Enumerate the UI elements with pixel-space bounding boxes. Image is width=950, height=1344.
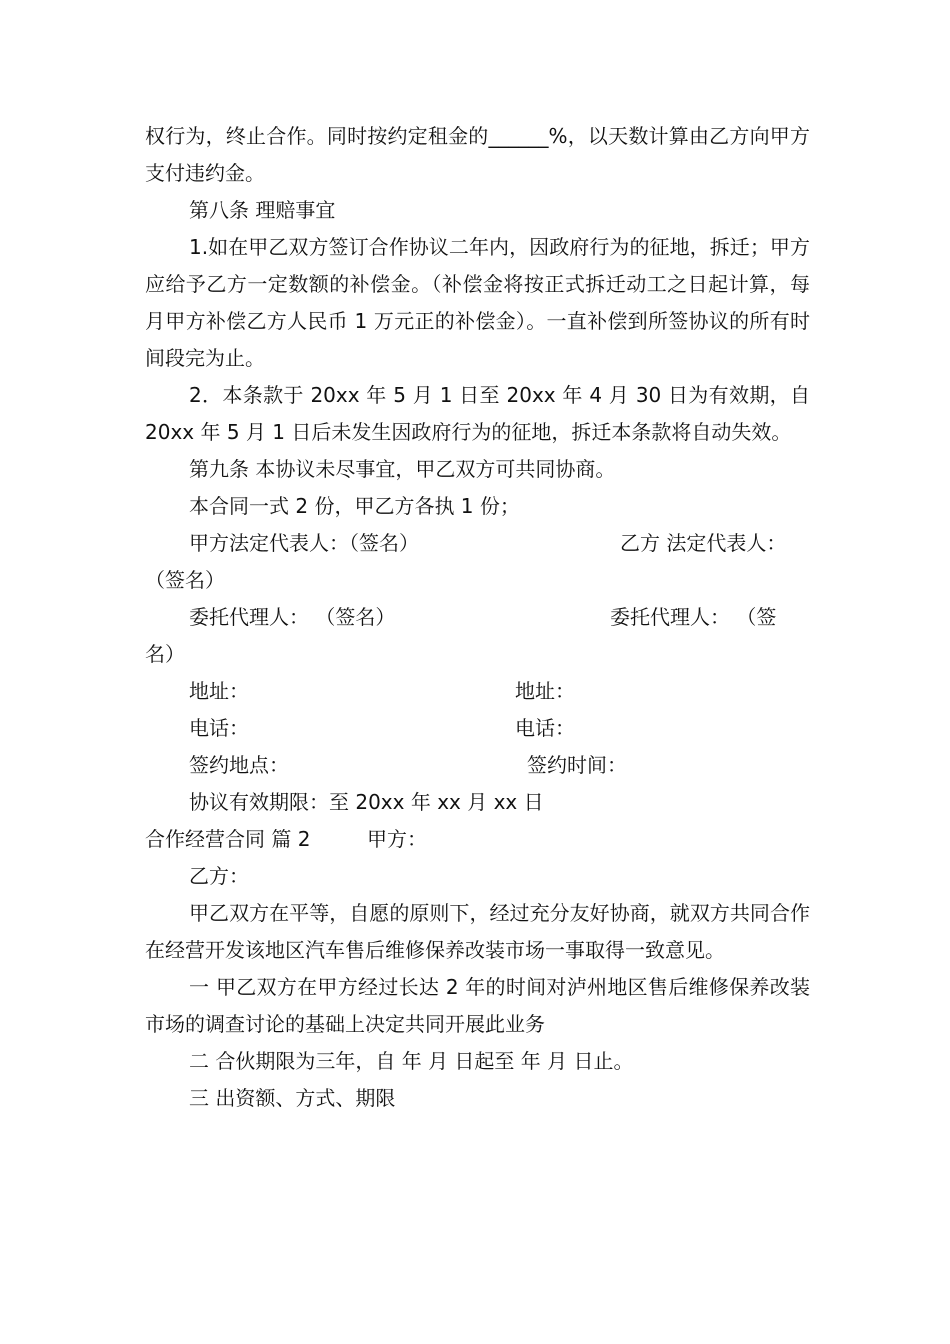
party-a-representative: 甲方法定代表人：（签名） (189, 531, 419, 555)
address-b: 地址： (515, 679, 575, 703)
article-9: 第九条 本协议未尽事宜，甲乙双方可共同协商。 (189, 457, 616, 481)
copies-statement: 本合同一式 2 份，甲乙方各执 1 份； (189, 494, 520, 518)
agent-b-cont: 名） (145, 642, 185, 666)
contract-2-party-b: 乙方： (189, 864, 249, 888)
validity-period: 协议有效期限：至 20xx 年 xx 月 xx 日 (189, 790, 544, 814)
sign-place: 签约地点： (189, 753, 289, 777)
sign-place-time-row (145, 747, 810, 784)
article-8-title: 第八条 理赔事宜 (189, 198, 336, 222)
address-a: 地址： (189, 679, 249, 703)
article-8-clause-1: 1.如在甲乙双方签订合作协议二年内，因政府行为的征地，拆迁；甲方应给予乙方一定数额的补偿金。（补偿金将按正式拆迁动工之日起计算，每月甲方补偿乙方人民币 1 万元正的补偿金）。一直补偿到所签协议的所有时间段完为止。 (145, 235, 810, 370)
contract-2-item-3: 三 出资额、方式、期限 (189, 1086, 396, 1110)
contract-2-party-a: 甲方： (367, 827, 427, 851)
sign-time: 签约时间： (527, 753, 627, 777)
agent-a: 委托代理人： （签名） (189, 605, 396, 629)
agent-b: 委托代理人： （签 (610, 605, 777, 629)
party-b-representative-cont: （签名） (145, 568, 225, 592)
article-8-clause-2: 2．本条款于 20xx 年 5 月 1 日至 20xx 年 4 月 30 日为有效期，自 20xx 年 5 月 1 日后未发生因政府行为的征地，拆迁本条款将自动失效。 (145, 383, 810, 444)
party-b-representative: 乙方 法定代表人： (620, 531, 787, 555)
phone-row (145, 710, 810, 747)
phone-b: 电话： (515, 716, 575, 740)
contract-2-intro: 甲乙双方在平等，自愿的原则下，经过充分友好协商，就双方共同合作在经营开发该地区汽车售后维修保养改装市场一事取得一致意见。 (145, 901, 810, 962)
signature-rep-row (145, 525, 810, 562)
contract-2-heading-row (145, 821, 810, 858)
address-row (145, 673, 810, 710)
signature-agent-row (145, 599, 810, 636)
contract-2-heading: 合作经营合同 篇 2 (145, 827, 311, 851)
contract-2-item-1: 一 甲乙双方在甲方经过长达 2 年的时间对泸州地区售后维修保养改装市场的调查讨论的基础上决定共同开展此业务 (145, 975, 810, 1036)
contract-2-item-2: 二 合伙期限为三年，自 年 月 日起至 年 月 日止。 (189, 1049, 634, 1073)
document-page (145, 118, 810, 1117)
phone-a: 电话： (189, 716, 249, 740)
paragraph-penalty: 权行为，终止合作。同时按约定租金的______%，以天数计算由乙方向甲方支付违约金。 (145, 124, 810, 185)
